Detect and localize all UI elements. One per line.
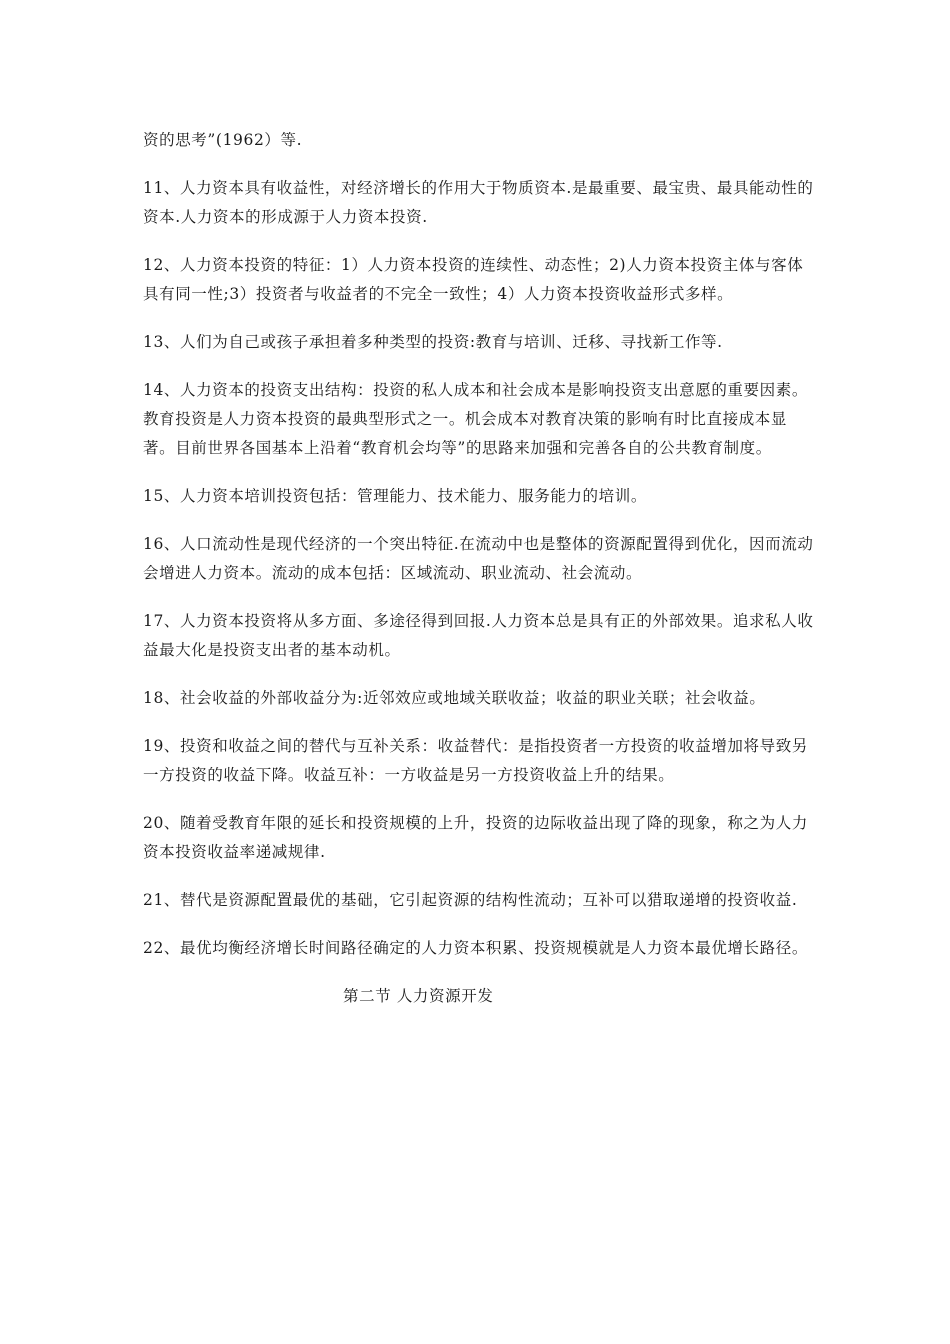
item-21: 21、替代是资源配置最优的基础，它引起资源的结构性流动；互补可以猎取递增的投资收益.	[143, 891, 798, 909]
item-11: 11、人力资本具有收益性，对经济增长的作用大于物质资本.是最重要、最宝贵、最具能动性的资本.人力资本的形成源于人力资本投资.	[143, 179, 814, 226]
document-body	[143, 126, 815, 1011]
item-19: 19、投资和收益之间的替代与互补关系：收益替代：是指投资者一方投资的收益增加将导致另一方投资的收益下降。收益互补：一方收益是另一方投资收益上升的结果。	[143, 737, 808, 784]
continuation-paragraph: 资的思考”(1962）等.	[143, 131, 303, 149]
item-17: 17、人力资本投资将从多方面、多途径得到回报.人力资本总是具有正的外部效果。追求私人收益最大化是投资支出者的基本动机。	[143, 612, 814, 659]
item-15: 15、人力资本培训投资包括：管理能力、技术能力、服务能力的培训。	[143, 487, 647, 505]
item-18: 18、社会收益的外部收益分为:近邻效应或地域关联收益；收益的职业关联；社会收益。	[143, 689, 766, 707]
section-title: 第二节 人力资源开发	[343, 987, 494, 1005]
item-22: 22、最优均衡经济增长时间路径确定的人力资本积累、投资规模就是人力资本最优增长路径。	[143, 939, 808, 957]
item-16: 16、人口流动性是现代经济的一个突出特征.在流动中也是整体的资源配置得到优化，因而流动会增进人力资本。流动的成本包括：区域流动、职业流动、社会流动。	[143, 535, 814, 582]
item-12: 12、人力资本投资的特征：1）人力资本投资的连续性、动态性；2)人力资本投资主体与客体具有同一性;3）投资者与收益者的不完全一致性；4）人力资本投资收益形式多样。	[143, 256, 804, 303]
item-13: 13、人们为自己或孩子承担着多种类型的投资:教育与培训、迁移、寻找新工作等.	[143, 333, 723, 351]
item-20: 20、随着受教育年限的延长和投资规模的上升，投资的边际收益出现了降的现象，称之为人力资本投资收益率递减规律.	[143, 814, 808, 861]
item-14: 14、人力资本的投资支出结构：投资的私人成本和社会成本是影响投资支出意愿的重要因素。教育投资是人力资本投资的最典型形式之一。机会成本对教育决策的影响有时比直接成本显著。目前世界各国基本上沿着“教育机会均等”的思路来加强和完善各自的公共教育制度。	[143, 381, 808, 457]
